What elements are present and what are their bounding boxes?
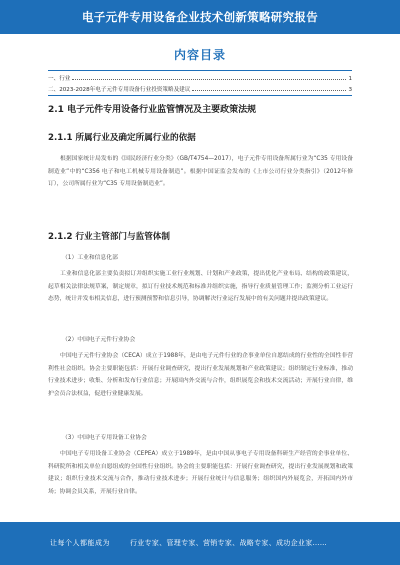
toc-leader-dots — [192, 90, 346, 91]
subsection-heading: 2.1.1 所属行业及确定所属行业的依据 — [48, 133, 196, 143]
toc-entry[interactable] — [48, 83, 352, 93]
subsection-heading: 2.1.2 行业主管部门与监管体制 — [48, 232, 170, 242]
toc-top-rule — [48, 70, 352, 71]
paragraph: 根据国家统计局发布的《国民经济行业分类》（GB/T4754—2017），电子元件专用设备所属行业为“C35 专用设备制造业”中的“C356 电子和电工机械专用设备制造”。根据中国证监会发布的《上市公司行业分类指引》（2012年修订），公司所属行业为“C35 专用设备制造业”。 — [48, 156, 353, 188]
toc-entry-text: 二、2023-2028年电子元件专用设备行业投资策略及建议 — [48, 87, 191, 93]
report-header — [0, 0, 400, 34]
paragraph: 中国电子元件行业协会（CECA）成立于1988年，是由电子元件行业的企事业单位自愿结成的行业性的全国性非营利性社会组织。协会主要职能包括：开展行业调查研究，提出行业发展规划和产业政策建议；组织制定行业标准，推动行业技术进步；收集、分析和发布行业信息；开展国内外交流与合作，组织展览会和技术交流活动；开展行业自律，维护会员合法权益，促进行业健康发展。 — [48, 353, 353, 397]
report-footer — [0, 522, 400, 565]
footer-slogan-right: 行业专家、管理专家、营销专家、战略专家、成功企业家…… — [130, 539, 328, 547]
toc-entry-text: 一、行业 — [48, 76, 71, 82]
toc-bottom-rule — [48, 95, 352, 96]
section-heading: 2.1 电子元件专用设备行业监管情况及主要政策法规 — [48, 105, 257, 115]
sub-item-heading: （1）工业和信息化部 — [62, 255, 118, 261]
sub-item-heading: （3）中国电子专用设备工业协会 — [62, 435, 147, 441]
toc-entry-page: 1 — [348, 76, 352, 82]
sub-item-heading: （2）中国电子元件行业协会 — [62, 337, 136, 343]
paragraph: 中国电子专用设备工业协会（CEPEA）成立于1989年，是由中国从事电子专用设备科研生产经营的企事业单位、科研院所和相关单位自愿组成的全国性行业组织。协会的主要职能包括：开展行业调查研究，提出行业发展规划和政策建议；组织行业技术交流与合作，推动行业技术进步；开展行业统计与信息服务；组织国内外展览会，开拓国内外市场；协调会员关系，开展行业自律。 — [48, 451, 353, 495]
report-title: 电子元件专用设备企业技术创新策略研究报告 — [82, 10, 318, 24]
toc-heading: 内容目录 — [173, 48, 226, 62]
toc-leader-dots — [72, 79, 346, 80]
toc-entry[interactable] — [48, 72, 352, 82]
paragraph: 工业和信息化部主要负责拟订并组织实施工业行业规划、计划和产业政策，提出优化产业布局、结构的政策建议，起草相关法律法规草案，制定规章，拟订行业技术规范和标准并组织实施，指导行业质量管理工作；监测分析工业运行态势，统计并发布相关信息，进行预测预警和信息引导，协调解决行业运行发展中的有关问题并提出政策建议。 — [48, 271, 353, 303]
footer-slogan-left: 让每个人都能成为 — [50, 539, 110, 547]
toc-entry-page: 3 — [348, 87, 352, 93]
